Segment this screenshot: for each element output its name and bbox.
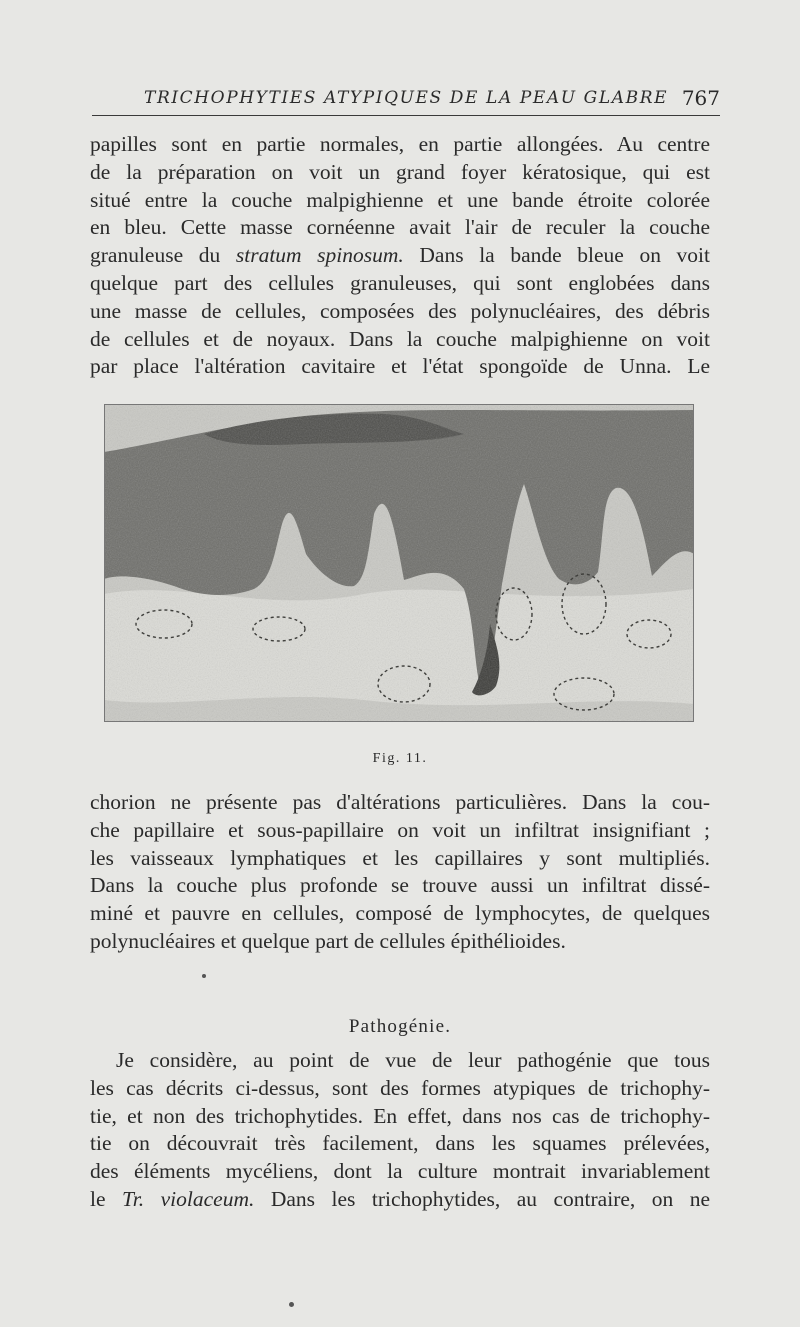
text-fragment: Dans la bande bleue on voit xyxy=(419,243,710,268)
text-line: en bleu. Cette masse cornéenne avait l'air de reculer la couche xyxy=(90,215,710,240)
header-rule xyxy=(92,115,720,116)
text-line: les cas décrits ci-dessus, sont des formes atypiques de trichophy- xyxy=(90,1075,710,1100)
text-fragment: le xyxy=(90,1186,106,1211)
histology-figure xyxy=(104,404,694,722)
running-header xyxy=(92,82,720,116)
text-fragment: granuleuse du xyxy=(90,243,221,268)
text-line: che papillaire et sous-papillaire on voit un infiltrat insignifiant ; xyxy=(90,817,710,842)
text-line: situé entre la couche malpighienne et une bande étroite colorée xyxy=(90,187,710,212)
text-line: Je considère, au point de vue de leur pathogénie que tous xyxy=(116,1048,710,1072)
text-line: les vaisseaux lymphatiques et les capillaires y sont multipliés. xyxy=(90,845,710,870)
text-line xyxy=(90,242,710,270)
text-line: des éléments mycéliens, dont la culture montrait invariablement xyxy=(90,1159,710,1184)
text-line: de la préparation on voit un grand foyer kératosique, qui est xyxy=(90,159,710,184)
printer-dot xyxy=(289,1302,294,1307)
figure-caption: Fig. 11. xyxy=(372,751,428,766)
text-line: de cellules et de noyaux. Dans la couche malpighienne on voit xyxy=(90,326,710,351)
text-line: tie on découvrait très facilement, dans les squames prélevées, xyxy=(90,1131,710,1156)
text-line: Dans la couche plus profonde se trouve aussi un infiltrat dissé- xyxy=(90,873,710,898)
text-line: quelque part des cellules granuleuses, qui sont englobées dans xyxy=(90,270,710,295)
image-grain xyxy=(104,404,694,722)
text-line: miné et pauvre en cellules, composé de lymphocytes, de quelques xyxy=(90,901,710,926)
text-line: papilles sont en partie normales, en partie allongées. Au centre xyxy=(90,132,710,156)
text-fragment: Dans les trichophytides, au contraire, on ne xyxy=(270,1186,711,1211)
text-line: tie, et non des trichophytides. En effet, dans nos cas de trichophy- xyxy=(90,1103,710,1128)
text-line: une masse de cellules, composées des polynucléaires, des débris xyxy=(90,298,710,323)
text-line: chorion ne présente pas d'altérations particulières. Dans la cou- xyxy=(90,790,710,814)
section-title: Pathogénie. xyxy=(348,1016,452,1037)
text-line xyxy=(90,1186,710,1214)
paragraph-3 xyxy=(90,1047,710,1214)
text-line: polynucléaires et quelque part de cellules épithélioides. xyxy=(90,928,566,953)
paragraph-1 xyxy=(90,131,710,381)
species-name: Tr. violaceum. xyxy=(122,1186,255,1211)
page-number: 767 xyxy=(681,86,720,110)
printer-dot xyxy=(202,974,206,978)
paragraph-2 xyxy=(90,789,710,956)
latin-term: stratum spinosum. xyxy=(235,243,404,268)
text-line: par place l'altération cavitaire et l'état spongoïde de Unna. Le xyxy=(90,354,710,379)
running-title: TRICHOPHYTIES ATYPIQUES DE LA PEAU GLABRE xyxy=(144,88,669,108)
